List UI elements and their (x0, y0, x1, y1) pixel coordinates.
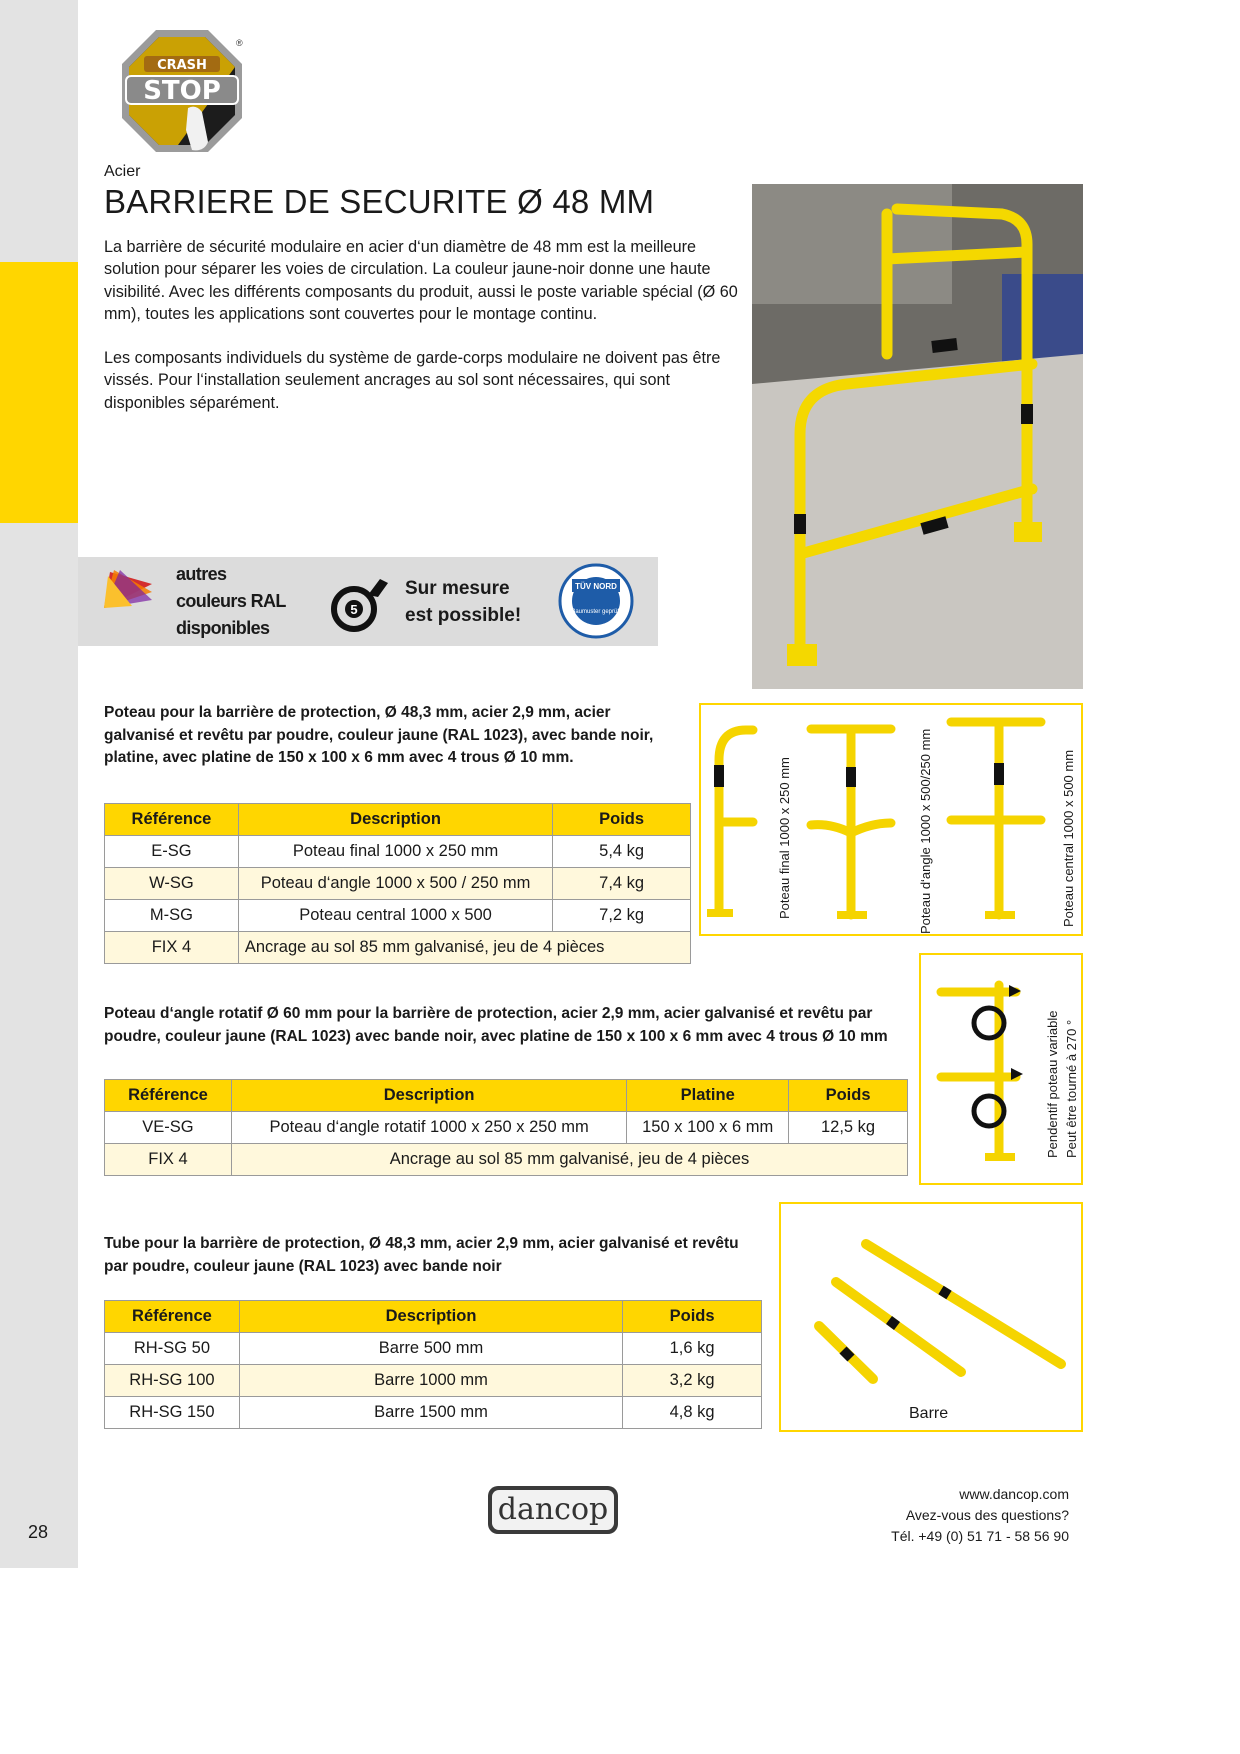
ral-color-icon (102, 566, 154, 615)
table-cell: Poteau central 1000 x 500 (238, 900, 552, 932)
table-cell: RH-SG 100 (105, 1365, 240, 1397)
table-cell: RH-SG 50 (105, 1333, 240, 1365)
question-text: Avez-vous des questions? (905, 1507, 1069, 1523)
column-header: Référence (105, 1301, 240, 1333)
column-header: Platine (627, 1080, 789, 1112)
table-row (105, 900, 691, 932)
sidebar-accent (0, 262, 78, 523)
table-row (105, 1365, 762, 1397)
barrier-installation-photo (752, 184, 1083, 689)
rotation-label: Peut être tourné à 270 ° (1064, 1019, 1079, 1158)
corner-post-label: Poteau d‘angle 1000 x 500/250 mm (918, 728, 933, 934)
table-cell: Ancrage au sol 85 mm galvanisé, jeu de 4 pièces (238, 932, 690, 964)
page-title: BARRIERE DE SECURITE Ø 48 MM (104, 183, 655, 220)
section3-description: Tube pour la barrière de protection, Ø 48,3 mm, acier 2,9 mm, acier galvanisé et revêtu par poudre, couleur jaune (RAL 1023) avec bande noir (104, 1235, 739, 1275)
table-cell: 5,4 kg (553, 836, 691, 868)
table-header-row (105, 804, 691, 836)
column-header: Poids (623, 1301, 762, 1333)
section2-table (104, 1079, 908, 1176)
bars-product-image (779, 1202, 1083, 1432)
table-cell: 7,4 kg (553, 868, 691, 900)
final-post-label: Poteau final 1000 x 250 mm (777, 757, 792, 919)
measuring-tape-icon (330, 573, 392, 638)
table-cell: Barre 1500 mm (239, 1397, 622, 1429)
website-text: www.dancop.com (959, 1486, 1069, 1502)
bars-label: Barre (909, 1405, 949, 1422)
column-header: Description (238, 804, 552, 836)
logo-crash-text: CRASH (157, 58, 207, 73)
svg-text:TÜV NORD: TÜV NORD (575, 582, 617, 591)
table-row (105, 868, 691, 900)
table-cell: Poteau d‘angle 1000 x 500 / 250 mm (238, 868, 552, 900)
table-cell: E-SG (105, 836, 239, 868)
crash-stop-logo (118, 26, 246, 166)
table-cell: VE-SG (105, 1112, 232, 1144)
table-cell: 7,2 kg (553, 900, 691, 932)
rotating-post-image (919, 953, 1083, 1185)
table-cell: 3,2 kg (623, 1365, 762, 1397)
phone-text: Tél. +49 (0) 51 71 - 58 56 90 (891, 1528, 1069, 1544)
column-header: Référence (105, 1080, 232, 1112)
table-row (105, 1112, 908, 1144)
table-row (105, 1144, 908, 1176)
intro-paragraph-2: Les composants individuels du système de garde-corps modulaire ne doivent pas être vissés. Pour l‘installation seulement ancrages au sol sont nécessaires, qui sont disponibles séparément. (104, 349, 721, 412)
category-label: Acier (104, 163, 141, 180)
table-cell: FIX 4 (105, 932, 239, 964)
table-cell: Poteau d‘angle rotatif 1000 x 250 x 250 mm (231, 1112, 626, 1144)
feature-banner (78, 557, 658, 646)
page-number: 28 (28, 1522, 49, 1542)
table-cell: 150 x 100 x 6 mm (627, 1112, 789, 1144)
table-header-row (105, 1080, 908, 1112)
table-row (105, 1397, 762, 1429)
column-header: Référence (105, 804, 239, 836)
svg-text:®: ® (236, 38, 243, 48)
intro-paragraph-1: La barrière de sécurité modulaire en acier d‘un diamètre de 48 mm est la meilleure solution pour séparer les voies de circulation. La couleur jaune-noir donne une haute visibilité. Avec les différents composants du produit, aussi le poste variable spécial (Ø 60 mm), toutes les applications sont couvertes pour le montage continu. (104, 238, 738, 323)
table-cell: RH-SG 150 (105, 1397, 240, 1429)
table-header-row (105, 1301, 762, 1333)
ral-colors-label: autres couleurs RAL disponibles (176, 564, 286, 638)
svg-text:Baumuster geprüft: Baumuster geprüft (571, 609, 621, 615)
contact-info (891, 1484, 1069, 1547)
section2-description: Poteau d‘angle rotatif Ø 60 mm pour la barrière de protection, acier 2,9 mm, acier galvanisé et revêtu par poudre, couleur jaune (RAL 1023) avec bande noir, avec platine de 150 x 100 x 6 mm avec 4 trous Ø 10 mm (104, 1005, 888, 1045)
table-cell: FIX 4 (105, 1144, 232, 1176)
sidebar-strip (0, 0, 78, 1568)
intro-text (104, 236, 744, 436)
column-header: Description (239, 1301, 622, 1333)
svg-text:5: 5 (350, 602, 358, 617)
table-row (105, 932, 691, 964)
column-header: Poids (789, 1080, 908, 1112)
dancop-logo: dancop (488, 1486, 618, 1534)
table-cell: 1,6 kg (623, 1333, 762, 1365)
section1-table (104, 803, 691, 964)
table-row (105, 836, 691, 868)
table-cell: M-SG (105, 900, 239, 932)
table-cell: 12,5 kg (789, 1112, 908, 1144)
central-post-label: Poteau central 1000 x 500 mm (1061, 749, 1076, 927)
table-cell: Ancrage au sol 85 mm galvanisé, jeu de 4 pièces (231, 1144, 907, 1176)
logo-stop-text: STOP (143, 76, 221, 106)
table-cell: Barre 500 mm (239, 1333, 622, 1365)
table-cell: 4,8 kg (623, 1397, 762, 1429)
section1-description: Poteau pour la barrière de protection, Ø 48,3 mm, acier 2,9 mm, acier galvanisé et revêtu par poudre, couleur jaune (RAL 1023), avec bande noir, platine, avec platine de 150 x 100 x 6 mm avec 4 trous Ø 10 mm. (104, 704, 654, 766)
variable-post-label: Pendentif poteau variable (1045, 1010, 1060, 1158)
column-header: Poids (553, 804, 691, 836)
column-header: Description (231, 1080, 626, 1112)
table-cell: Poteau final 1000 x 250 mm (238, 836, 552, 868)
posts-product-image (699, 703, 1083, 936)
custom-size-label: Sur mesure est possible! (405, 578, 522, 626)
table-row (105, 1333, 762, 1365)
table-cell: Barre 1000 mm (239, 1365, 622, 1397)
tuv-certification-icon (558, 563, 634, 644)
table-cell: W-SG (105, 868, 239, 900)
section3-table (104, 1300, 762, 1429)
